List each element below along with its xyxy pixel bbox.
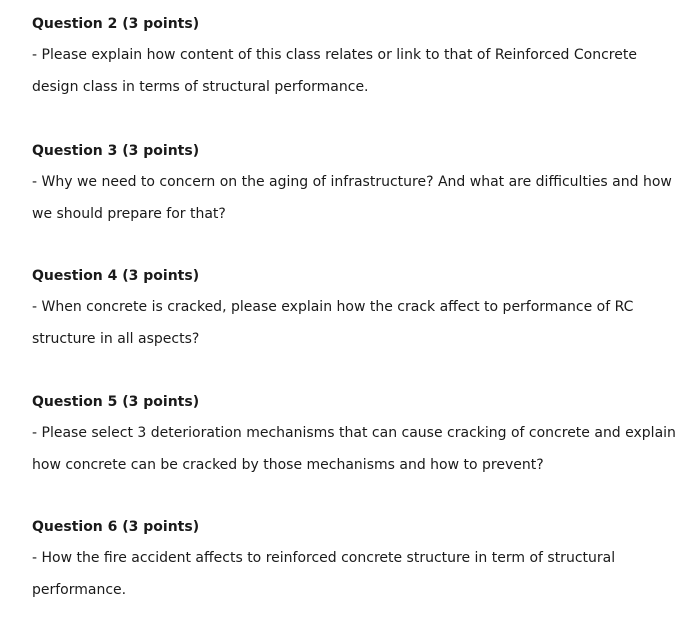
question-3-text: - Why we need to concern on the aging of infrastructure? And what are difficulties and how we should prepare for that?	[32, 174, 672, 222]
question-5-block	[32, 392, 682, 481]
question-3-title: Question 3 (3 points)	[32, 143, 200, 159]
question-6-block	[32, 517, 682, 606]
question-4-block	[32, 266, 682, 355]
question-2-block	[32, 14, 682, 103]
question-3-block	[32, 141, 682, 230]
question-2-text: - Please explain how content of this class relates or link to that of Reinforced Concrete design class in terms of structural performance.	[32, 47, 637, 95]
question-6-title: Question 6 (3 points)	[32, 519, 200, 535]
question-4-title: Question 4 (3 points)	[32, 268, 200, 284]
question-5-text: - Please select 3 deterioration mechanisms that can cause cracking of concrete and explain how concrete can be cracked by those mechanisms and how to prevent?	[32, 425, 676, 473]
question-2-title: Question 2 (3 points)	[32, 16, 200, 32]
question-4-text: - When concrete is cracked, please explain how the crack affect to performance of RC structure in all aspects?	[32, 299, 634, 347]
question-6-text: - How the fire accident affects to reinforced concrete structure in term of structural performance.	[32, 550, 616, 598]
question-5-title: Question 5 (3 points)	[32, 394, 200, 410]
